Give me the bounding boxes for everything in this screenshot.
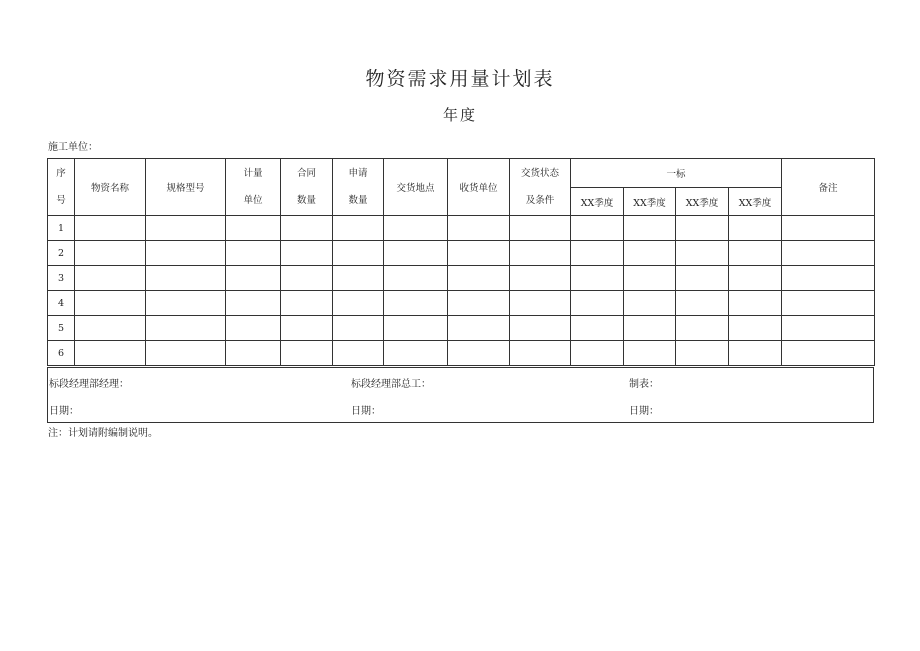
cell[interactable] [510, 266, 571, 291]
cell[interactable] [281, 266, 333, 291]
row-seq: 1 [48, 216, 75, 241]
cell[interactable] [146, 216, 226, 241]
cell[interactable] [676, 291, 729, 316]
header-seq-bottom: 号 [56, 195, 66, 206]
cell[interactable] [384, 291, 448, 316]
cell[interactable] [226, 216, 281, 241]
header-seq [48, 159, 75, 216]
cell[interactable] [333, 266, 384, 291]
header-name: 物资名称 [75, 159, 146, 216]
cell[interactable] [281, 341, 333, 366]
cell[interactable] [676, 266, 729, 291]
cell[interactable] [510, 216, 571, 241]
cell[interactable] [226, 291, 281, 316]
cell[interactable] [729, 216, 782, 241]
header-spec: 规格型号 [146, 159, 226, 216]
cell[interactable] [448, 216, 510, 241]
cell[interactable] [782, 291, 875, 316]
cell[interactable] [676, 216, 729, 241]
cell[interactable] [624, 316, 676, 341]
preparer-date-label: 日期： [629, 406, 659, 417]
cell[interactable] [226, 241, 281, 266]
header-quarter-2: XX季度 [624, 188, 676, 216]
cell[interactable] [146, 291, 226, 316]
cell[interactable] [75, 241, 146, 266]
cell[interactable] [571, 266, 624, 291]
cell[interactable] [75, 316, 146, 341]
header-section-group: 一标 [571, 159, 782, 188]
cell[interactable] [729, 266, 782, 291]
cell[interactable] [146, 316, 226, 341]
cell[interactable] [571, 316, 624, 341]
cell[interactable] [448, 341, 510, 366]
cell[interactable] [782, 241, 875, 266]
chief-engineer-signature-label: 标段经理部总工： [351, 379, 431, 390]
header-receiver: 收货单位 [448, 159, 510, 216]
row-seq: 4 [48, 291, 75, 316]
cell[interactable] [624, 266, 676, 291]
cell[interactable] [510, 316, 571, 341]
cell[interactable] [676, 241, 729, 266]
cell[interactable] [448, 316, 510, 341]
header-delivery-cond-bottom: 及条件 [525, 195, 555, 206]
cell[interactable] [281, 291, 333, 316]
header-apply-qty [333, 159, 384, 216]
cell[interactable] [782, 216, 875, 241]
table-row [48, 216, 875, 241]
cell[interactable] [571, 291, 624, 316]
cell[interactable] [782, 341, 875, 366]
header-delivery-condition [510, 159, 571, 216]
cell[interactable] [571, 216, 624, 241]
header-quarter-1: XX季度 [571, 188, 624, 216]
cell[interactable] [281, 316, 333, 341]
cell[interactable] [510, 341, 571, 366]
header-contract-top: 合同 [296, 168, 316, 179]
cell[interactable] [333, 216, 384, 241]
header-contract-qty [281, 159, 333, 216]
cell[interactable] [571, 241, 624, 266]
cell[interactable] [729, 291, 782, 316]
cell[interactable] [571, 341, 624, 366]
cell[interactable] [226, 316, 281, 341]
header-seq-top: 序 [56, 168, 66, 179]
cell[interactable] [676, 316, 729, 341]
header-contract-bottom: 数量 [296, 195, 316, 206]
row-seq: 3 [48, 266, 75, 291]
construction-unit-label: 施工单位： [48, 142, 98, 153]
manager-signature-label: 标段经理部经理： [49, 379, 129, 390]
row-seq: 5 [48, 316, 75, 341]
cell[interactable] [333, 341, 384, 366]
manager-date-label: 日期： [49, 406, 79, 417]
row-seq: 2 [48, 241, 75, 266]
cell[interactable] [333, 291, 384, 316]
header-remark: 备注 [782, 159, 875, 216]
cell[interactable] [75, 216, 146, 241]
material-plan-table [47, 158, 875, 366]
cell[interactable] [146, 341, 226, 366]
year-subtitle: 年度 [442, 106, 477, 124]
cell[interactable] [448, 291, 510, 316]
header-apply-top: 申请 [348, 168, 368, 179]
cell[interactable] [333, 316, 384, 341]
cell[interactable] [281, 241, 333, 266]
cell[interactable] [782, 266, 875, 291]
row-seq: 6 [48, 341, 75, 366]
cell[interactable] [226, 341, 281, 366]
cell[interactable] [384, 316, 448, 341]
cell[interactable] [624, 241, 676, 266]
cell[interactable] [281, 216, 333, 241]
cell[interactable] [448, 241, 510, 266]
cell[interactable] [510, 241, 571, 266]
cell[interactable] [624, 216, 676, 241]
table-row [48, 241, 875, 266]
preparer-signature-label: 制表： [629, 379, 659, 390]
header-quarter-4: XX季度 [729, 188, 782, 216]
header-measure-top: 计量 [243, 168, 263, 179]
header-quarter-3: XX季度 [676, 188, 729, 216]
cell[interactable] [384, 341, 448, 366]
header-measure-bottom: 单位 [243, 195, 263, 206]
table-row [48, 316, 875, 341]
cell[interactable] [75, 266, 146, 291]
cell[interactable] [729, 316, 782, 341]
table-row [48, 266, 875, 291]
cell[interactable] [146, 266, 226, 291]
cell[interactable] [729, 341, 782, 366]
header-apply-bottom: 数量 [348, 195, 368, 206]
cell[interactable] [782, 316, 875, 341]
footnote: 注：计划请附编制说明。 [48, 428, 158, 439]
cell[interactable] [146, 241, 226, 266]
table-row [48, 341, 875, 366]
signature-section [47, 367, 874, 423]
cell[interactable] [75, 291, 146, 316]
chief-engineer-date-label: 日期： [351, 406, 381, 417]
cell[interactable] [75, 341, 146, 366]
cell[interactable] [510, 291, 571, 316]
header-delivery-cond-top: 交货状态 [520, 168, 559, 179]
table-row [48, 291, 875, 316]
cell[interactable] [384, 216, 448, 241]
cell[interactable] [384, 266, 448, 291]
header-delivery-place: 交货地点 [384, 159, 448, 216]
page-title: 物资需求用量计划表 [365, 68, 555, 90]
cell[interactable] [729, 241, 782, 266]
cell[interactable] [624, 341, 676, 366]
cell[interactable] [624, 291, 676, 316]
cell[interactable] [226, 266, 281, 291]
cell[interactable] [333, 241, 384, 266]
cell[interactable] [448, 266, 510, 291]
cell[interactable] [676, 341, 729, 366]
header-measure [226, 159, 281, 216]
cell[interactable] [384, 241, 448, 266]
